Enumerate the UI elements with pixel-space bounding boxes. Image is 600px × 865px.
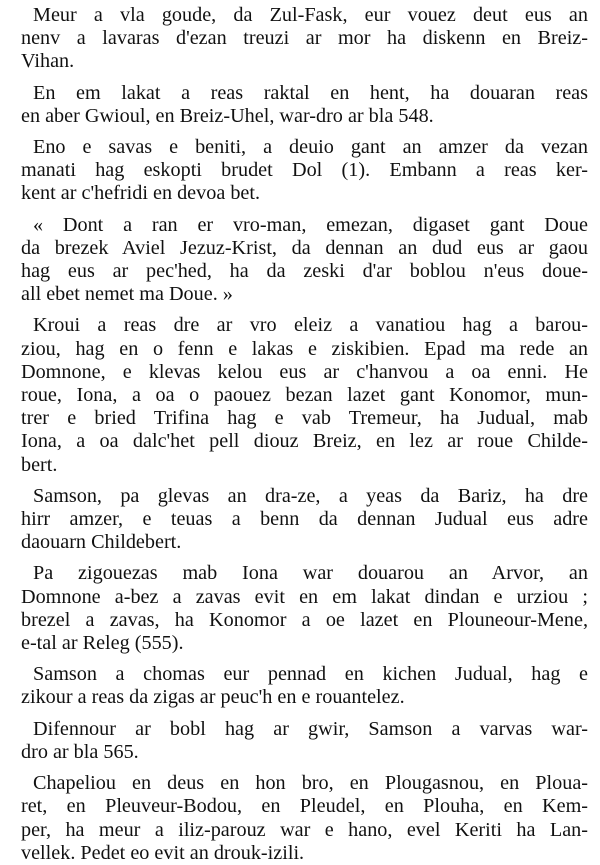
paragraph xyxy=(21,485,588,555)
text-line: Chapeliou en deus en hon bro, en Plougasnou, en Ploua- xyxy=(33,772,588,795)
paragraph xyxy=(21,718,588,764)
text-line: per, ha meur a iliz-parouz war e hano, evel Keriti ha Lan- xyxy=(21,818,588,841)
text-line: vellek. Pedet eo evit an drouk-izili. xyxy=(21,841,305,864)
text-line: Meur a vla goude, da Zul-Fask, eur vouez deut eus an xyxy=(33,4,588,26)
text-line: hag eus ar pec'hed, ha da zeski d'ar boblou n'eus doue- xyxy=(21,260,588,283)
text-line: Kroui a reas dre ar vro eleiz a vanatiou hag a barou- xyxy=(33,314,588,337)
text-line: Pa zigouezas mab Iona war douarou an Arvor, an xyxy=(33,562,588,585)
paragraph xyxy=(21,562,588,655)
text-line: Vihan. xyxy=(21,50,75,73)
text-line: nenv a lavaras d'ezan treuzi ar mor ha diskenn en Breiz- xyxy=(21,27,588,50)
paragraph xyxy=(21,314,588,476)
text-line: manati hag eskopti brudet Dol (1). Embann a reas ker- xyxy=(21,159,588,182)
text-line: Samson, pa glevas an dra-ze, a yeas da Bariz, ha dre xyxy=(33,484,588,507)
text-line: brezel a zavas, ha Konomor a oe lazet en Plouneour-Mene, xyxy=(21,608,588,631)
text-line: Difennour ar bobl hag ar gwir, Samson a varvas war- xyxy=(33,717,588,740)
text-line: trer e bried Trifina hag e vab Tremeur, ha Judual, mab xyxy=(21,407,588,430)
text-line: e-tal ar Releg (555). xyxy=(21,632,184,655)
text-line: Domnone, e klevas kelou eus ar c'hanvou a oa enni. He xyxy=(21,360,588,383)
text-line: En em lakat a reas raktal en hent, ha douaran reas xyxy=(33,81,588,104)
paragraph xyxy=(21,82,588,128)
text-line: zikour a reas da zigas ar peuc'h en e rouantelez. xyxy=(21,686,405,709)
text-line: kent ar c'hefridi en devoa bet. xyxy=(21,182,261,205)
text-line: Domnone a-bez a zavas evit en em lakat dindan e urziou ; xyxy=(21,585,588,608)
paragraph xyxy=(21,136,588,206)
paragraph xyxy=(21,663,588,709)
text-line: en aber Gwioul, en Breiz-Uhel, war-dro ar bla 548. xyxy=(21,104,434,127)
text-line: bert. xyxy=(21,453,58,476)
text-line: « Dont a ran er vro-man, emezan, digaset gant Doue xyxy=(33,213,588,236)
text-line: da brezek Aviel Jezuz-Krist, da dennan an dud eus ar gaou xyxy=(21,236,588,259)
paragraph xyxy=(21,214,588,307)
text-line: roue, Iona, a oa o paouez bezan lazet gant Konomor, mun- xyxy=(21,384,588,407)
text-line: hirr amzer, e teuas a benn da dennan Judual eus adre xyxy=(21,508,588,531)
text-line: dro ar bla 565. xyxy=(21,740,139,763)
text-line: Samson a chomas eur pennad en kichen Judual, hag e xyxy=(33,663,588,686)
paragraph xyxy=(21,772,588,865)
text-line: Eno e savas e beniti, a deuio gant an amzer da vezan xyxy=(33,136,588,159)
text-line: daouarn Childebert. xyxy=(21,531,182,554)
text-line: Iona, a oa dalc'het pell diouz Breiz, en lez ar roue Childe- xyxy=(21,430,588,453)
text-line: ret, en Pleuveur-Bodou, en Pleudel, en Plouha, en Kem- xyxy=(21,795,588,818)
text-line: all ebet nemet ma Doue. » xyxy=(21,283,233,306)
paragraph xyxy=(21,4,588,74)
text-line: ziou, hag en o fenn e lakas e ziskibien. Epad ma rede an xyxy=(21,337,588,360)
